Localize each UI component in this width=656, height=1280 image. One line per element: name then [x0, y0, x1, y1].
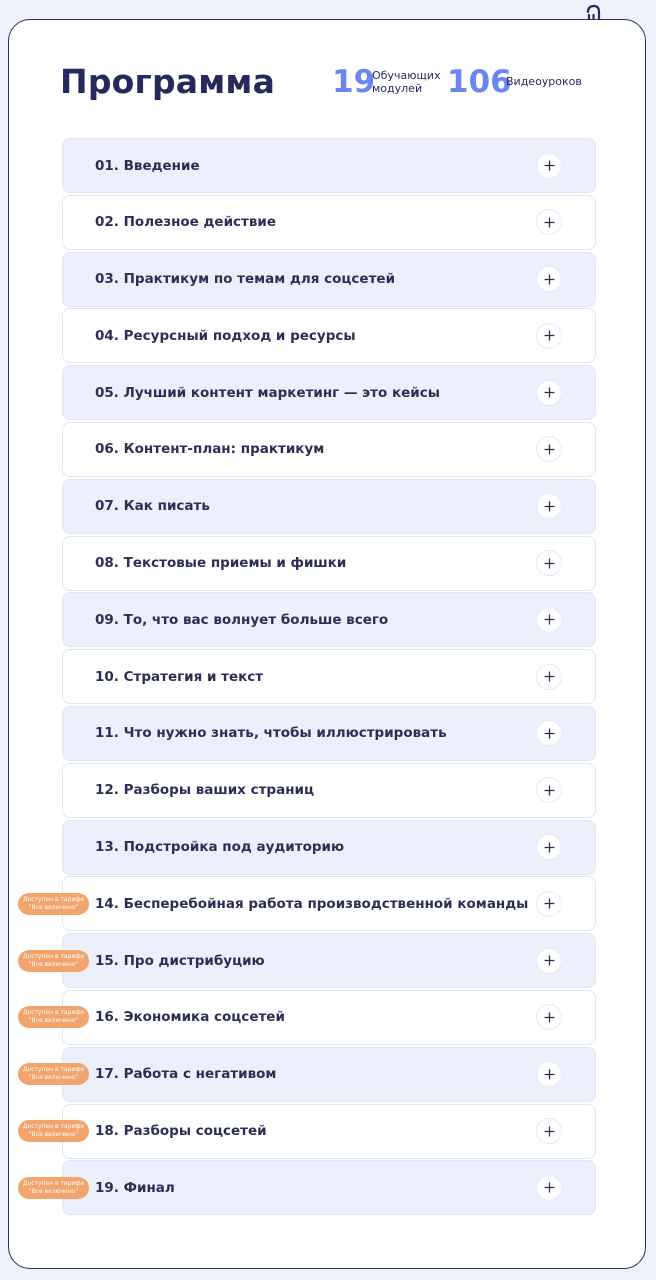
- modules-count-label: Обучающих модулей: [372, 69, 441, 95]
- page-title: Программа: [60, 62, 276, 101]
- module-label: 18. Разборы соцсетей: [95, 1123, 267, 1140]
- module-item[interactable]: [62, 536, 596, 591]
- module-item[interactable]: [22, 990, 596, 1045]
- tariff-badge: Доступен в тарифе "Все включено": [18, 1177, 89, 1199]
- plus-icon: [544, 160, 555, 171]
- plus-icon: [544, 614, 555, 625]
- module-item[interactable]: [62, 592, 596, 647]
- plus-icon: [544, 1182, 555, 1193]
- plus-icon: [544, 444, 555, 455]
- expand-button[interactable]: [536, 834, 562, 860]
- module-list: [22, 138, 596, 1217]
- expand-button[interactable]: [536, 1175, 562, 1201]
- tariff-badge: Доступен в тарифе "Все включено": [18, 1063, 89, 1085]
- module-label: 19. Финал: [95, 1179, 175, 1196]
- plus-icon: [544, 1069, 555, 1080]
- expand-button[interactable]: [536, 1118, 562, 1144]
- module-label: 01. Введение: [95, 157, 200, 174]
- module-item[interactable]: [22, 1047, 596, 1102]
- module-label: 15. Про дистрибуцию: [95, 952, 265, 969]
- module-label: 07. Как писать: [95, 498, 210, 515]
- module-item[interactable]: [62, 422, 596, 477]
- module-label: 05. Лучший контент маркетинг — это кейсы: [95, 384, 440, 401]
- expand-button[interactable]: [536, 777, 562, 803]
- module-label: 14. Бесперебойная работа производственной команды: [95, 895, 529, 912]
- plus-icon: [544, 330, 555, 341]
- expand-button[interactable]: [536, 550, 562, 576]
- module-label: 09. То, что вас волнует больше всего: [95, 611, 389, 628]
- plus-icon: [544, 955, 555, 966]
- module-item[interactable]: [22, 1160, 596, 1215]
- tariff-badge: Доступен в тарифе "Все включено": [18, 950, 89, 972]
- plus-icon: [544, 217, 555, 228]
- tariff-badge: Доступен в тарифе "Все включено": [18, 893, 89, 915]
- expand-button[interactable]: [536, 380, 562, 406]
- plus-icon: [544, 785, 555, 796]
- module-label: 04. Ресурсный подход и ресурсы: [95, 327, 356, 344]
- module-label: 16. Экономика соцсетей: [95, 1009, 285, 1026]
- module-label: 06. Контент-план: практикум: [95, 441, 325, 458]
- module-label: 03. Практикум по темам для соцсетей: [95, 271, 396, 288]
- expand-button[interactable]: [536, 664, 562, 690]
- modules-count: 19: [332, 64, 376, 100]
- plus-icon: [544, 558, 555, 569]
- module-item[interactable]: [62, 820, 596, 875]
- module-item[interactable]: [22, 876, 596, 931]
- expand-button[interactable]: [536, 209, 562, 235]
- plus-icon: [544, 898, 555, 909]
- plus-icon: [544, 728, 555, 739]
- plus-icon: [544, 501, 555, 512]
- plus-icon: [544, 842, 555, 853]
- module-item[interactable]: [62, 308, 596, 363]
- lessons-count: 106: [447, 64, 512, 100]
- expand-button[interactable]: [536, 1004, 562, 1030]
- module-label: 10. Стратегия и текст: [95, 668, 264, 685]
- module-item[interactable]: [62, 479, 596, 534]
- module-label: 08. Текстовые приемы и фишки: [95, 555, 347, 572]
- expand-button[interactable]: [536, 720, 562, 746]
- expand-button[interactable]: [536, 891, 562, 917]
- tariff-badge: Доступен в тарифе "Все включено": [18, 1120, 89, 1142]
- tariff-badge: Доступен в тарифе "Все включено": [18, 1006, 89, 1028]
- plus-icon: [544, 1012, 555, 1023]
- plus-icon: [544, 387, 555, 398]
- module-label: 11. Что нужно знать, чтобы иллюстрировать: [95, 725, 447, 742]
- module-label: 12. Разборы ваших страниц: [95, 782, 314, 799]
- expand-button[interactable]: [536, 436, 562, 462]
- expand-button[interactable]: [536, 607, 562, 633]
- expand-button[interactable]: [536, 493, 562, 519]
- module-item[interactable]: [62, 763, 596, 818]
- plus-icon: [544, 671, 555, 682]
- module-label: 17. Работа с негативом: [95, 1066, 277, 1083]
- expand-button[interactable]: [536, 323, 562, 349]
- expand-button[interactable]: [536, 153, 562, 179]
- plus-icon: [544, 1126, 555, 1137]
- module-item[interactable]: [62, 706, 596, 761]
- module-item[interactable]: [62, 649, 596, 704]
- lessons-count-label: Видеоуроков: [506, 75, 582, 88]
- module-item[interactable]: [62, 252, 596, 307]
- expand-button[interactable]: [536, 1061, 562, 1087]
- plus-icon: [544, 274, 555, 285]
- module-item[interactable]: [62, 365, 596, 420]
- expand-button[interactable]: [536, 948, 562, 974]
- module-label: 02. Полезное действие: [95, 214, 277, 231]
- module-label: 13. Подстройка под аудиторию: [95, 839, 345, 856]
- module-item[interactable]: [22, 1104, 596, 1159]
- module-item[interactable]: [22, 933, 596, 988]
- expand-button[interactable]: [536, 266, 562, 292]
- module-item[interactable]: [62, 195, 596, 250]
- module-item[interactable]: [62, 138, 596, 193]
